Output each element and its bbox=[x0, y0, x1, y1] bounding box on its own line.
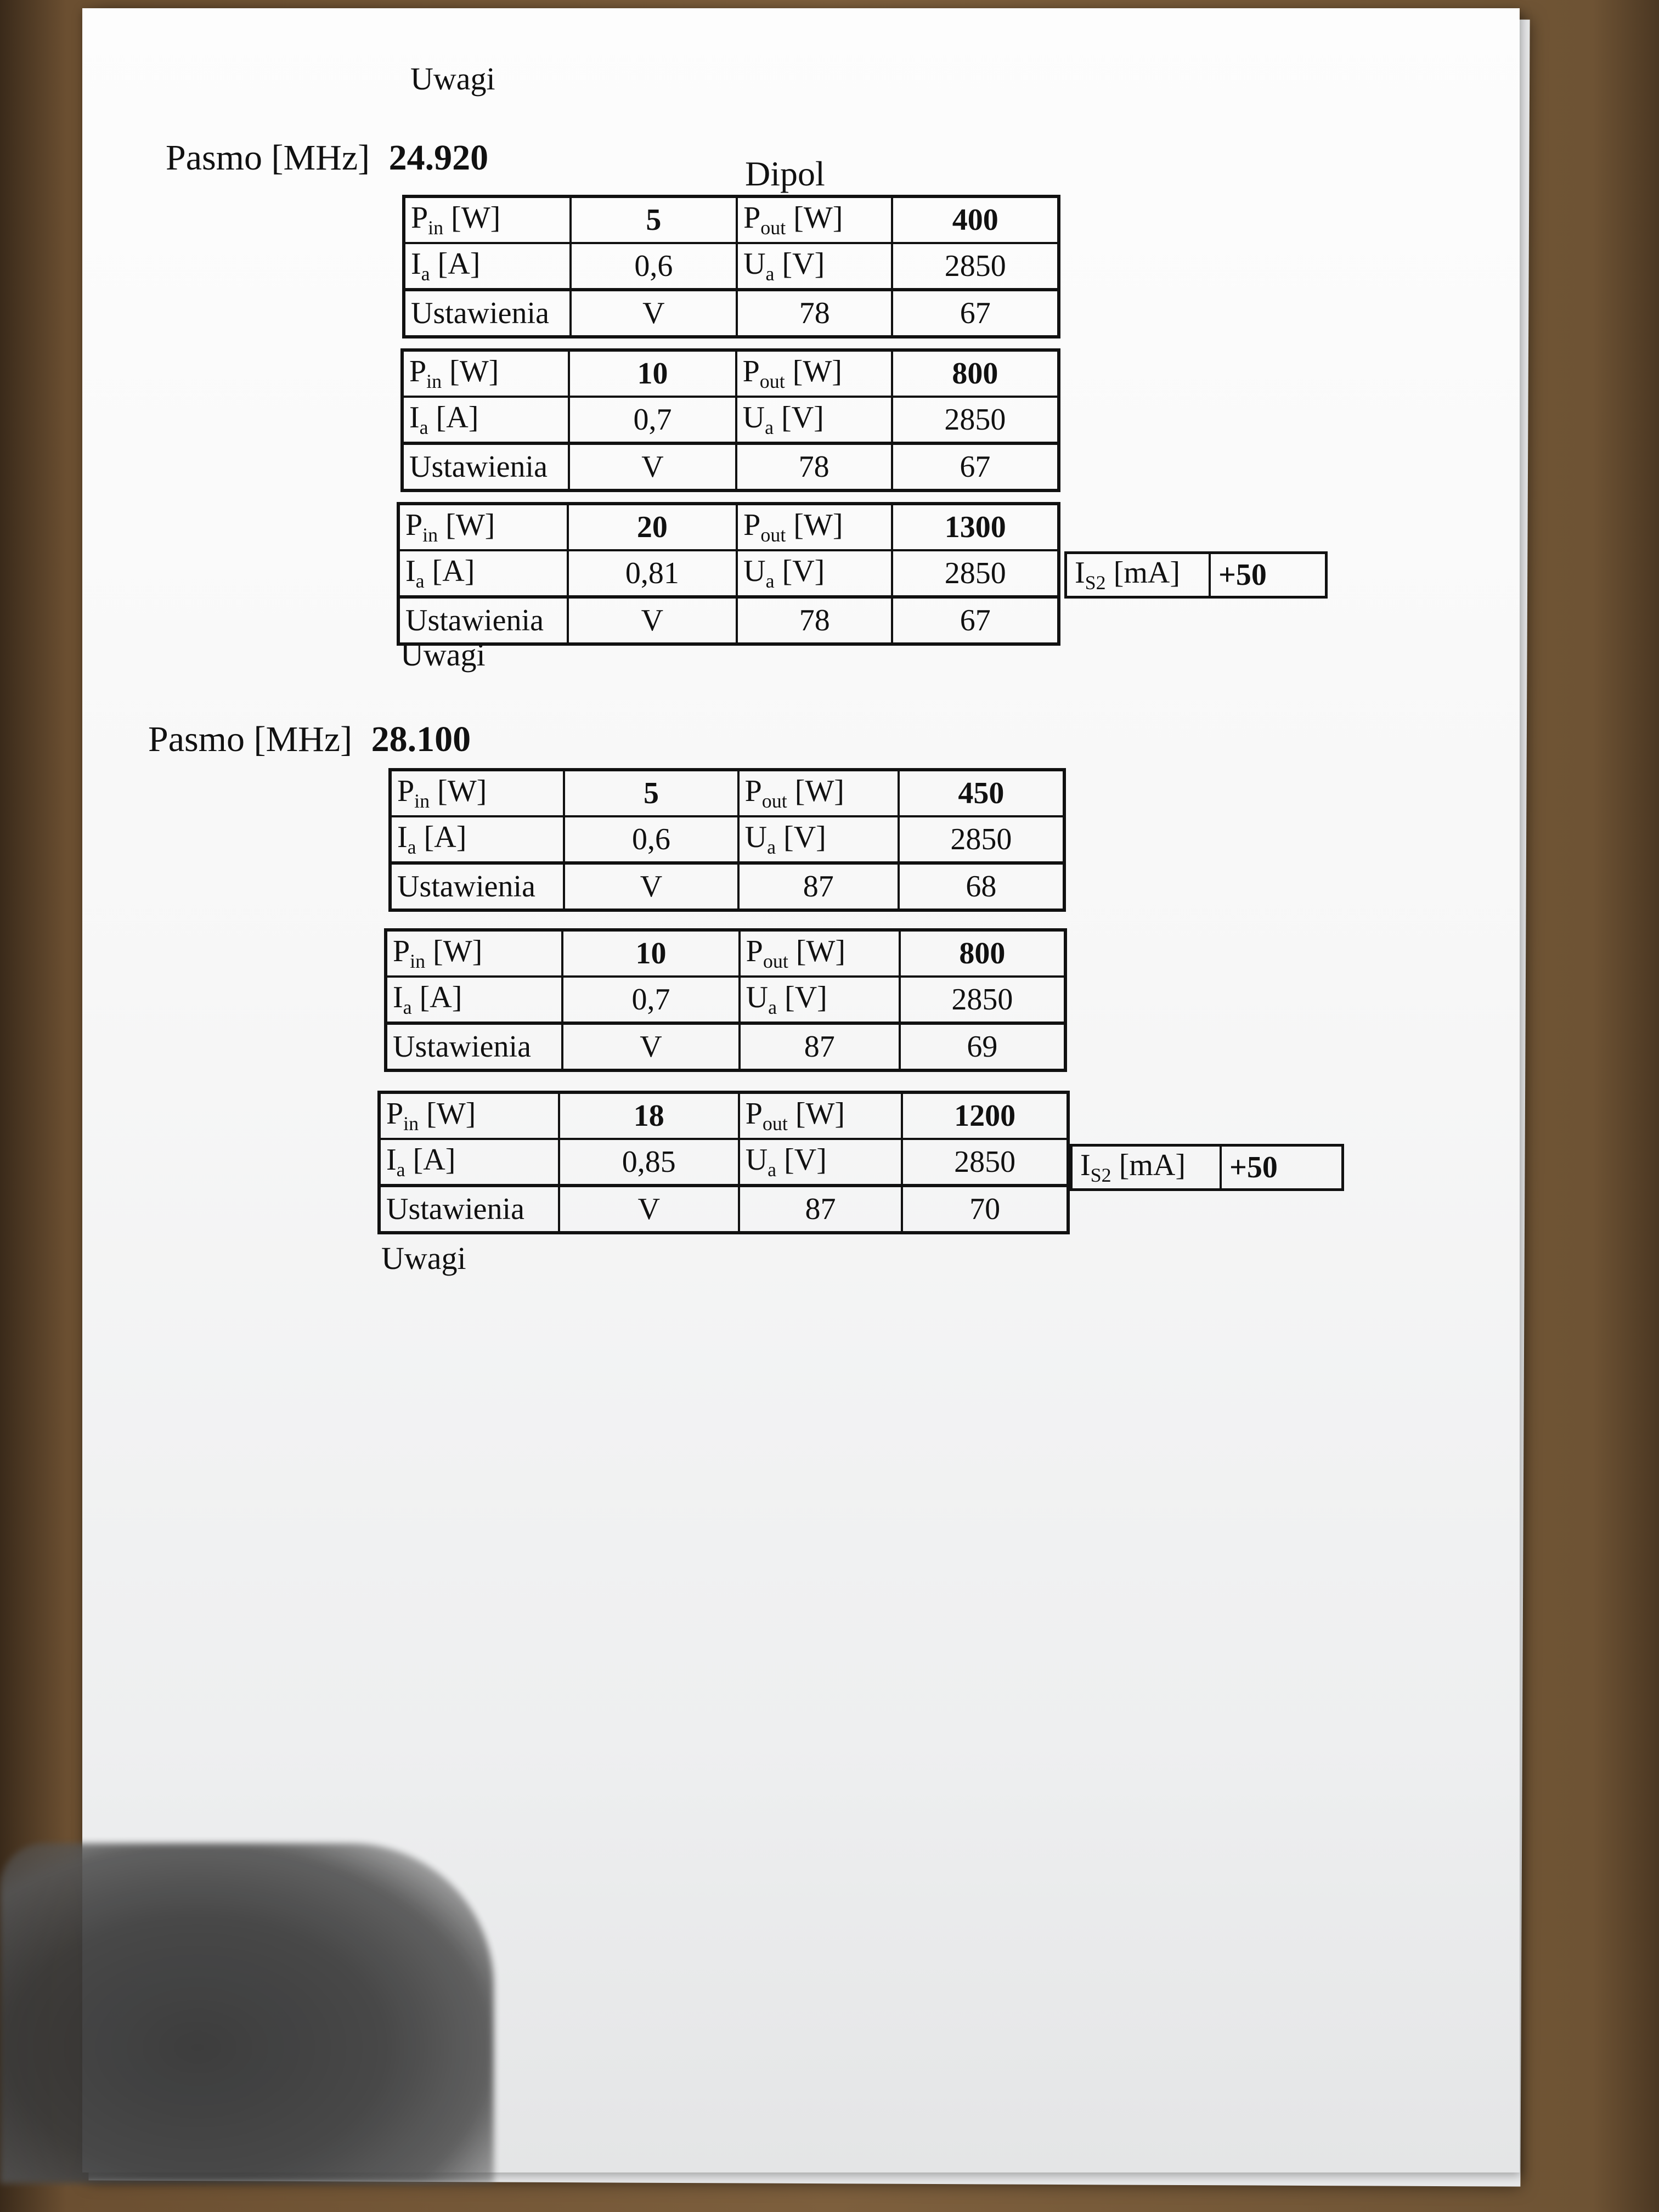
band-2-note: Uwagi bbox=[381, 1240, 466, 1276]
settings-value-1: V bbox=[559, 1186, 739, 1233]
ua-value: 2850 bbox=[900, 977, 1065, 1023]
pin-value: 10 bbox=[569, 350, 736, 397]
pin-value: 20 bbox=[568, 504, 737, 550]
band-value: 28.100 bbox=[371, 719, 471, 759]
band-label-text: Pasmo [MHz] bbox=[166, 138, 370, 178]
pout-value: 450 bbox=[899, 770, 1064, 816]
ua-label: $U_a$ [V] bbox=[738, 816, 899, 863]
pout-label: $P_{out}$ [W] bbox=[739, 1092, 902, 1139]
settings-label: Ustawienia bbox=[390, 863, 564, 910]
band-1-label bbox=[166, 137, 488, 179]
measurement-table bbox=[400, 348, 1060, 492]
settings-label: Ustawienia bbox=[402, 443, 569, 490]
ua-label: $U_a$ [V] bbox=[737, 550, 892, 597]
antenna-label: Dipol bbox=[745, 154, 825, 193]
settings-value-3: 67 bbox=[892, 443, 1059, 490]
ua-label: $U_a$ [V] bbox=[739, 1139, 902, 1186]
pin-label: $P_{in}$ [W] bbox=[402, 350, 569, 397]
is2-value: +50 bbox=[1221, 1146, 1343, 1190]
pout-value: 800 bbox=[892, 350, 1059, 397]
settings-value-2: 87 bbox=[739, 1186, 902, 1233]
ia-value: 0,6 bbox=[564, 816, 738, 863]
settings-value-1: V bbox=[569, 443, 736, 490]
ua-value: 2850 bbox=[902, 1139, 1068, 1186]
ua-value: 2850 bbox=[892, 550, 1059, 597]
measurement-table bbox=[397, 502, 1060, 646]
settings-value-1: V bbox=[571, 290, 737, 337]
settings-value-2: 87 bbox=[740, 1023, 900, 1070]
ia-label: $I_a$ [A] bbox=[398, 550, 568, 597]
settings-label: Ustawienia bbox=[398, 597, 568, 644]
band-1-note: Uwagi bbox=[400, 637, 486, 673]
settings-value-3: 70 bbox=[902, 1186, 1068, 1233]
top-note: Uwagi bbox=[410, 61, 495, 97]
settings-value-1: V bbox=[562, 1023, 739, 1070]
settings-value-2: 78 bbox=[736, 443, 892, 490]
pin-label: $P_{in}$ [W] bbox=[398, 504, 568, 550]
ia-label: $I_a$ [A] bbox=[402, 397, 569, 443]
measurement-table bbox=[402, 195, 1060, 338]
ia-value: 0,7 bbox=[562, 977, 739, 1023]
pout-label: $P_{out}$ [W] bbox=[737, 196, 892, 243]
pout-value: 1200 bbox=[902, 1092, 1068, 1139]
pin-value: 5 bbox=[564, 770, 738, 816]
ua-value: 2850 bbox=[899, 816, 1064, 863]
ia-label: $I_a$ [A] bbox=[386, 977, 562, 1023]
ia-label: $I_a$ [A] bbox=[379, 1139, 559, 1186]
ia-value: 0,7 bbox=[569, 397, 736, 443]
pout-label: $P_{out}$ [W] bbox=[736, 350, 892, 397]
settings-value-1: V bbox=[564, 863, 738, 910]
is2-value: +50 bbox=[1210, 553, 1327, 597]
pout-value: 1300 bbox=[892, 504, 1059, 550]
settings-label: Ustawienia bbox=[404, 290, 571, 337]
ua-label: $U_a$ [V] bbox=[736, 397, 892, 443]
ua-label: $U_a$ [V] bbox=[737, 243, 892, 290]
settings-value-3: 68 bbox=[899, 863, 1064, 910]
pout-label: $P_{out}$ [W] bbox=[737, 504, 892, 550]
pout-value: 800 bbox=[900, 930, 1065, 977]
ua-value: 2850 bbox=[892, 397, 1059, 443]
pin-label: $P_{in}$ [W] bbox=[404, 196, 571, 243]
settings-label: Ustawienia bbox=[379, 1186, 559, 1233]
band-2-label bbox=[148, 719, 471, 760]
pout-label: $P_{out}$ [W] bbox=[738, 770, 899, 816]
measurement-table bbox=[377, 1091, 1070, 1234]
settings-value-2: 78 bbox=[737, 290, 892, 337]
ia-label: $I_a$ [A] bbox=[404, 243, 571, 290]
pin-label: $P_{in}$ [W] bbox=[390, 770, 564, 816]
is2-side-table bbox=[1064, 551, 1328, 599]
settings-value-3: 67 bbox=[892, 290, 1059, 337]
settings-value-2: 87 bbox=[738, 863, 899, 910]
ia-value: 0,6 bbox=[571, 243, 737, 290]
settings-value-1: V bbox=[568, 597, 737, 644]
settings-value-3: 69 bbox=[900, 1023, 1065, 1070]
ia-label: $I_a$ [A] bbox=[390, 816, 564, 863]
ua-label: $U_a$ [V] bbox=[740, 977, 900, 1023]
pin-value: 5 bbox=[571, 196, 737, 243]
band-value: 24.920 bbox=[388, 138, 489, 178]
is2-label: $I_{S2}$ [mA] bbox=[1066, 553, 1210, 597]
is2-side-table bbox=[1070, 1144, 1344, 1191]
measurement-table bbox=[384, 928, 1067, 1072]
band-label-text: Pasmo [MHz] bbox=[148, 719, 353, 759]
pin-value: 10 bbox=[562, 930, 739, 977]
settings-label: Ustawienia bbox=[386, 1023, 562, 1070]
ua-value: 2850 bbox=[892, 243, 1059, 290]
settings-value-2: 78 bbox=[737, 597, 892, 644]
pin-value: 18 bbox=[559, 1092, 739, 1139]
thumb-shadow bbox=[0, 1843, 494, 2183]
pin-label: $P_{in}$ [W] bbox=[386, 930, 562, 977]
ia-value: 0,85 bbox=[559, 1139, 739, 1186]
settings-value-3: 67 bbox=[892, 597, 1059, 644]
is2-label: $I_{S2}$ [mA] bbox=[1071, 1146, 1221, 1190]
pout-value: 400 bbox=[892, 196, 1059, 243]
pin-label: $P_{in}$ [W] bbox=[379, 1092, 559, 1139]
pout-label: $P_{out}$ [W] bbox=[740, 930, 900, 977]
ia-value: 0,81 bbox=[568, 550, 737, 597]
measurement-table bbox=[388, 768, 1066, 912]
